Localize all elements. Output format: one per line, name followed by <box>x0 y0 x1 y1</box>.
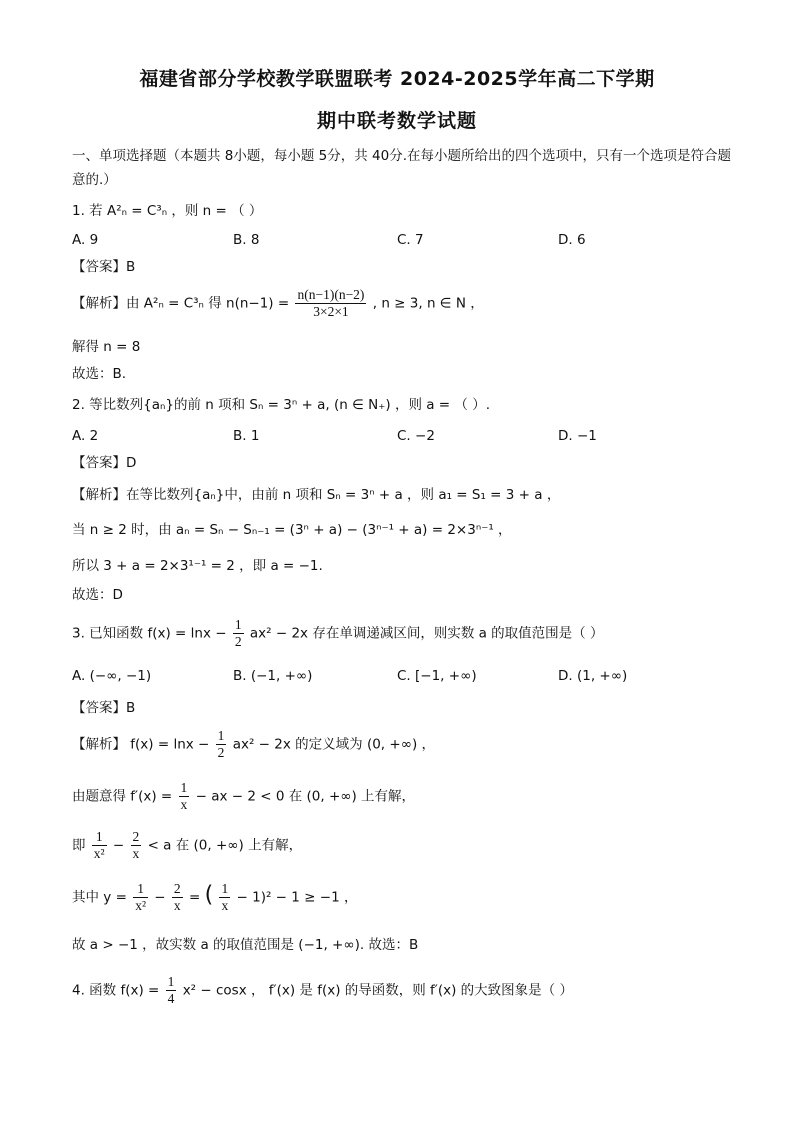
q3-analysis1-pre: 【解析】 f(x) = lnx − <box>72 736 210 753</box>
q3-analysis-line2 <box>72 780 415 813</box>
q1-analysis-line2: 解得 n = 8 <box>72 339 141 355</box>
q2-option-a: A. 2 <box>72 428 99 444</box>
q4-stem-numerator: 1 <box>167 974 175 989</box>
q1-fraction-numerator: n(n−1)(n−2) <box>297 287 365 302</box>
q3-analysis4-pre: 其中 y = <box>72 889 127 906</box>
q3-stem-numerator: 1 <box>234 617 242 632</box>
q1-analysis-fraction <box>295 287 366 320</box>
q3-analysis3-denominator2: x <box>132 846 140 861</box>
q3-stem-pre: 3. 已知函数 f(x) = lnx − <box>72 625 227 642</box>
q1-analysis-text: 【解析】由 A²ₙ = C³ₙ 得 n(n−1) = <box>72 295 290 312</box>
q3-analysis3-numerator2: 2 <box>132 829 140 844</box>
q4-stem-fraction <box>166 974 177 1007</box>
q3-analysis4-fraction1 <box>133 881 148 914</box>
exam-title-line2: 期中联考数学试题 <box>316 110 477 132</box>
q3-analysis3-denominator1: x² <box>93 846 105 861</box>
q4-stem-post: x² − cosx ， f′(x) 是 f(x) 的导函数，则 f′(x) 的大致图象是（ ） <box>182 982 573 999</box>
q3-analysis2-fraction <box>179 780 190 813</box>
q4-stem-pre: 4. 函数 f(x) = <box>72 982 160 999</box>
q3-analysis4-denominator2: x <box>173 898 181 913</box>
q3-analysis4-equals: = <box>188 889 201 906</box>
q3-option-c: C. [−1, +∞) <box>397 668 477 684</box>
q1-option-a: A. 9 <box>72 232 99 248</box>
q4-stem-denominator: 4 <box>167 991 175 1006</box>
q3-analysis3-fraction1 <box>92 829 107 862</box>
q3-analysis1-fraction <box>216 728 227 761</box>
q3-stem-denominator: 2 <box>234 634 242 649</box>
q3-option-b: B. (−1, +∞) <box>233 668 313 684</box>
q3-analysis4-fraction2 <box>172 881 183 914</box>
q3-analysis-line3 <box>72 829 302 862</box>
q3-option-a: A. (−∞, −1) <box>72 668 152 684</box>
q3-analysis4-denominator3: x <box>221 898 229 913</box>
q2-answer: 【答案】D <box>72 455 137 471</box>
q3-analysis3-post: < a 在 (0, +∞) 上有解， <box>147 837 303 854</box>
q2-analysis-line4: 故选：D <box>72 587 123 603</box>
q2-analysis-line2: 当 n ≥ 2 时，由 aₙ = Sₙ − Sₙ₋₁ = (3ⁿ + a) − (3ⁿ⁻¹ + a) = 2×3ⁿ⁻¹ ， <box>72 522 512 538</box>
q3-analysis4-minus: − <box>154 889 166 906</box>
q1-analysis-tail: , n ≥ 3, n ∈ N ， <box>372 295 484 312</box>
q3-analysis4-paren-close: − 1)² <box>236 889 272 906</box>
q2-option-d: D. −1 <box>558 428 597 444</box>
q3-stem-fraction <box>233 617 244 650</box>
q3-stem-post: ax² − 2x 存在单调递减区间，则实数 a 的取值范围是（ ） <box>249 625 604 642</box>
q1-answer: 【答案】B <box>72 259 136 275</box>
q2-stem: 2. 等比数列{aₙ}的前 n 项和 Sₙ = 3ⁿ + a, (n ∈ N₊) ，则 a = （ ）. <box>72 397 490 413</box>
q2-analysis-line3: 所以 3 + a = 2×3¹⁻¹ = 2 ，即 a = −1. <box>72 558 323 574</box>
q3-analysis2-post: − ax − 2 < 0 在 (0, +∞) 上有解， <box>195 788 416 805</box>
section-heading: 一、单项选择题（本题共 8小题，每小题 5分，共 40分.在每小题所给出的四个选项中，只有一个选项是符合题意的.） <box>72 148 732 188</box>
q3-answer: 【答案】B <box>72 700 136 716</box>
q3-analysis3-numerator1: 1 <box>92 829 107 846</box>
exam-title-line1: 福建省部分学校教学联盟联考 2024-2025学年高二下学期 <box>139 68 655 90</box>
q1-option-d: D. 6 <box>558 232 586 248</box>
q1-option-c: C. 7 <box>397 232 424 248</box>
q3-analysis3-fraction2 <box>131 829 142 862</box>
q3-analysis4-numerator2: 2 <box>173 881 181 896</box>
q3-analysis4-numerator1: 1 <box>133 881 148 898</box>
q1-analysis-line3: 故选：B. <box>72 366 127 382</box>
q1-analysis-line1 <box>72 287 484 320</box>
q3-analysis3-minus: − <box>112 837 125 854</box>
q3-analysis4-fraction3 <box>219 881 230 914</box>
q3-analysis-line4 <box>72 881 357 914</box>
q3-analysis2-numerator: 1 <box>180 780 188 795</box>
q3-analysis1-denominator: 2 <box>217 745 225 760</box>
q3-analysis4-denominator1: x² <box>135 898 146 913</box>
q2-option-c: C. −2 <box>397 428 435 444</box>
q3-analysis3-pre: 即 <box>72 837 86 854</box>
q3-stem <box>72 617 603 650</box>
q1-option-b: B. 8 <box>233 232 260 248</box>
q3-analysis4-post: − 1 ≥ −1 ， <box>275 889 358 906</box>
q3-analysis4-paren-open: ( <box>204 882 214 908</box>
q3-analysis-line5: 故 a > −1 ，故实数 a 的取值范围是 (−1, +∞). 故选：B <box>72 937 419 953</box>
q3-analysis2-denominator: x <box>180 797 188 812</box>
q2-option-b: B. 1 <box>233 428 260 444</box>
q3-analysis2-pre: 由题意得 f′(x) = <box>72 788 173 805</box>
q4-stem <box>72 974 573 1007</box>
q2-analysis-line1: 【解析】在等比数列{aₙ}中，由前 n 项和 Sₙ = 3ⁿ + a ，则 a₁ = S₁ = 3 + a ， <box>72 487 561 503</box>
q1-stem: 1. 若 A²ₙ = C³ₙ ，则 n = （ ） <box>72 203 263 219</box>
q3-analysis1-post: ax² − 2x 的定义域为 (0, +∞) ， <box>232 736 436 753</box>
q3-analysis4-numerator3: 1 <box>221 881 229 896</box>
q3-option-d: D. (1, +∞) <box>558 668 628 684</box>
q3-analysis-line1 <box>72 728 435 761</box>
q1-fraction-denominator: 3×2×1 <box>313 304 349 319</box>
q3-analysis1-numerator: 1 <box>217 728 225 743</box>
